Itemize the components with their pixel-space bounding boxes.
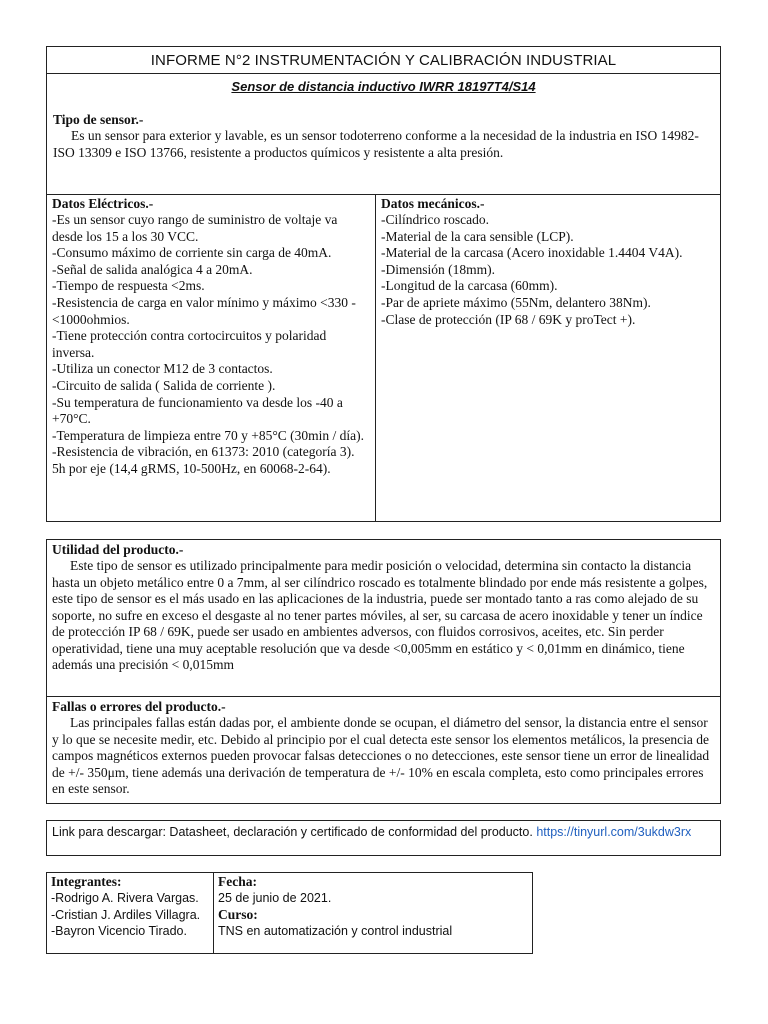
electrical-item: -Consumo máximo de corriente sin carga de 40mA. bbox=[52, 245, 332, 261]
mechanical-item: -Dimensión (18mm). bbox=[381, 261, 495, 277]
team-member: -Rodrigo A. Rivera Vargas. bbox=[51, 891, 199, 905]
tipo-title: Tipo de sensor.- bbox=[53, 112, 144, 127]
electrical-item: -Tiene protección contra cortocircuitos y polaridad inversa. bbox=[52, 328, 327, 360]
product-utility-section bbox=[46, 539, 721, 697]
utility-text: Este tipo de sensor es utilizado principalmente para medir posición o velocidad, determina sin contacto la distancia hasta un objeto metálico entre 0 a 7mm, al ser cilíndrico roscado es totalmente blindado por ende más resistente a golpes, este tipo de sensor es el más usado en las aplicaciones de la industria, puede ser montado tanto a ras como alejado de su soporte, no sufre en exceso el desgaste al no tener partes móviles, al ser, su carcasa de acero inoxidable y tener un índice de protección IP 68 / 69K, puede ser usado en ambientes adversos, con fluidos corrosivos, aceites, etc. Sin perder operatividad, tiene una muy aceptable resolución que va desde <0,005mm en estático y < 0,01mm en dinámico, tiene además una precisión < 0,015mm bbox=[52, 558, 708, 672]
electrical-item: -Señal de salida analógica 4 a 20mA. bbox=[52, 261, 253, 277]
mechanical-item: -Longitud de la carcasa (60mm). bbox=[381, 278, 558, 294]
mechanical-item: -Cilíndrico roscado. bbox=[381, 212, 489, 227]
mechanical-item: -Par de apriete máximo (55Nm, delantero 38Nm). bbox=[381, 294, 651, 310]
date-course-section bbox=[213, 872, 533, 954]
utility-title: Utilidad del producto.- bbox=[52, 542, 184, 557]
date-value: 25 de junio de 2021. bbox=[218, 891, 332, 905]
tipo-text: Es un sensor para exterior y lavable, es un sensor todoterreno conforme a la necesidad de la industria en ISO 14982-ISO 13309 e ISO 13766, resistente a productos químicos y resistente a alta presión. bbox=[53, 128, 699, 160]
course-value: TNS en automatización y control industrial bbox=[218, 923, 453, 938]
team-members-section bbox=[46, 872, 214, 954]
electrical-item: -Resistencia de carga en valor mínimo y máximo <330 -<1000ohmios. bbox=[52, 294, 356, 327]
electrical-item: -Temperatura de limpieza entre 70 y +85°C (30min / día). bbox=[52, 427, 364, 443]
course-title: Curso: bbox=[218, 906, 258, 922]
download-link-label: Link para descargar: Datasheet, declaración y certificado de conformidad del producto. bbox=[52, 825, 533, 839]
download-link-url[interactable]: https://tinyurl.com/3ukdw3rx bbox=[536, 825, 692, 839]
product-faults-section bbox=[46, 696, 721, 804]
electrical-item: -Tiempo de respuesta <2ms. bbox=[52, 278, 205, 294]
mechanical-title: Datos mecánicos.- bbox=[381, 196, 485, 211]
electrical-item: -Circuito de salida ( Salida de corriente ). bbox=[52, 377, 276, 393]
electrical-title: Datos Eléctricos.- bbox=[52, 196, 154, 211]
sensor-type-section bbox=[46, 73, 721, 195]
download-link-line bbox=[52, 825, 691, 839]
faults-text: Las principales fallas están dadas por, el ambiente donde se ocupan, el diámetro del sensor, la distancia entre el sensor y lo que se necesite medir, etc. Debido al principio por el cual detecta este sensor los elementos metálicos, la presencia de campos magnéticos externos pueden provocar falsas detecciones o no detecciones, este sensor tiene un error de linealidad de +/- 350μm, tiene además una derivación de temperatura de +/- 10% en escala completa, esto como principales errores en este sensor. bbox=[52, 715, 710, 796]
report-title: INFORME N°2 INSTRUMENTACIÓN Y CALIBRACIÓN INDUSTRIAL bbox=[150, 52, 617, 69]
report-title-box bbox=[46, 46, 721, 74]
mechanical-item: -Clase de protección (IP 68 / 69K y proTect +). bbox=[381, 311, 636, 327]
electrical-item: -Resistencia de vibración, en 61373: 2010 (categoría 3). 5h por eje (14,4 gRMS, 10-500Hz, en 60068-2-64). bbox=[52, 444, 355, 476]
download-link-section bbox=[46, 820, 721, 856]
electrical-item: -Utiliza un conector M12 de 3 contactos. bbox=[52, 361, 273, 377]
faults-title: Fallas o errores del producto.- bbox=[52, 699, 226, 714]
mechanical-item: -Material de la carcasa (Acero inoxidable 1.4404 V4A). bbox=[381, 245, 683, 261]
team-member: -Cristian J. Ardiles Villagra. bbox=[51, 907, 201, 922]
team-member: -Bayron Vicencio Tirado. bbox=[51, 924, 187, 938]
team-title: Integrantes: bbox=[51, 874, 122, 889]
electrical-item: -Es un sensor cuyo rango de suministro de voltaje va desde los 15 a los 30 VCC. bbox=[52, 212, 338, 244]
mechanical-data-section bbox=[375, 194, 721, 522]
electrical-data-section bbox=[46, 194, 376, 522]
date-title: Fecha: bbox=[218, 874, 257, 889]
sensor-name: Sensor de distancia inductivo IWRR 18197T4/S14 bbox=[231, 79, 536, 94]
mechanical-item: -Material de la cara sensible (LCP). bbox=[381, 228, 574, 244]
electrical-item: -Su temperatura de funcionamiento va desde los -40 a +70°C. bbox=[52, 394, 343, 427]
